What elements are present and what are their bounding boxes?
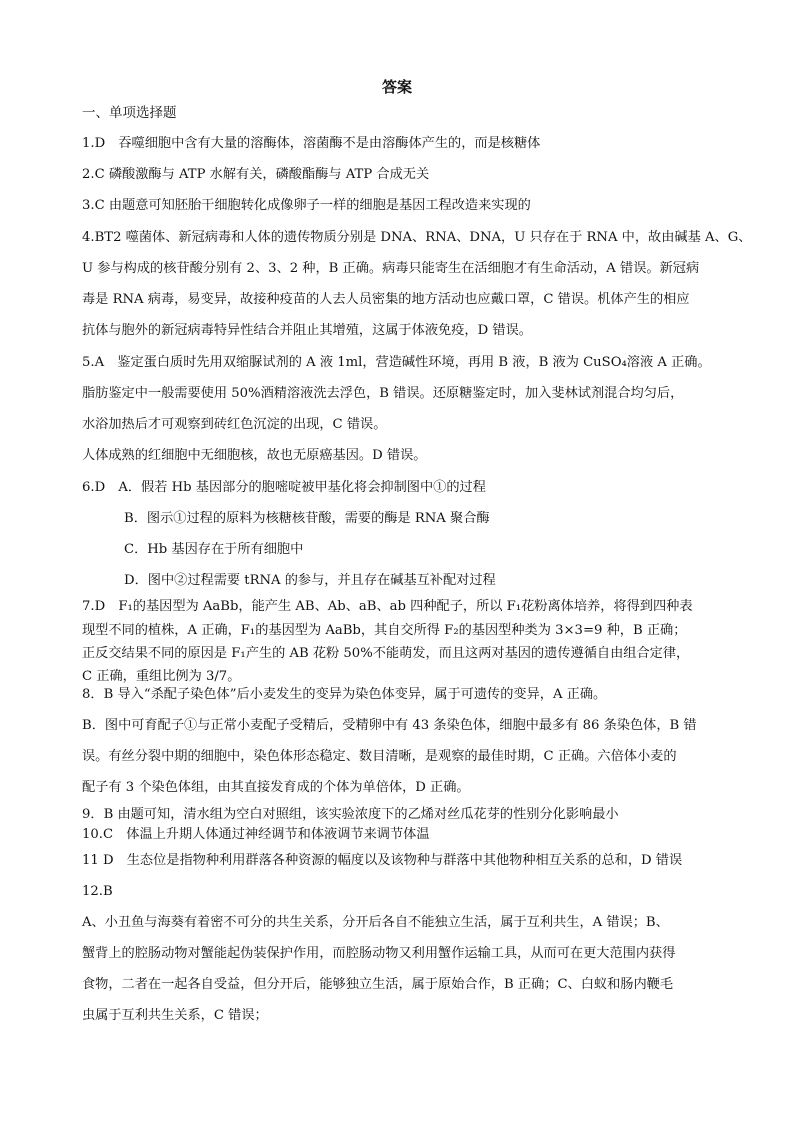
answer-line: 食物，二者在一起各自受益，但分开后，能够独立生活，属于原始合作，B 正确；C、白蚁和肠内鞭毛 (82, 977, 674, 992)
answer-line: 正反交结果不同的原因是 F₁产生的 AB 花粉 50%不能萌发，而且这两对基因的遗传遵循自由组合定律， (82, 646, 690, 661)
answer-line: 抗体与胞外的新冠病毒特异性结合并阻止其增殖，这属于体液免疫，D 错误。 (82, 323, 532, 338)
answer-line: 8．B 导入“杀配子染色体”后小麦发生的变异为染色体变异，属于可遗传的变异，A 正确。 (82, 687, 607, 702)
answer-line: 误。有丝分裂中期的细胞中，染色体形态稳定、数目清晰，是观察的最佳时期，C 正确。六倍体小麦的 (82, 749, 677, 764)
section-heading: 一、单项选择题 (82, 105, 177, 121)
answer-line: 4.BT2 噬菌体、新冠病毒和人体的遗传物质分别是 DNA、RNA、DNA，U 只存在于 RNA 中，故由碱基 A、G、 (82, 230, 752, 245)
answer-line: C 正确，重组比例为 3/7。 (82, 669, 241, 684)
answer-line: 配子有 3 个染色体组，由其直接发育成的个体为单倍体，D 正确。 (82, 780, 470, 795)
answer-line: 7.D F₁的基因型为 AaBb，能产生 AB、Ab、aB、ab 四种配子，所以 F₁花粉离体培养，将得到四种表 (82, 599, 693, 614)
answer-line: 12.B (82, 884, 113, 899)
answer-line: 1.D 吞噬细胞中含有大量的溶酶体，溶菌酶不是由溶酶体产生的，而是核糖体 (82, 136, 541, 151)
answer-line: A、小丑鱼与海葵有着密不可分的共生关系，分开后各自不能独立生活，属于互利共生，A 错误；B、 (82, 915, 669, 930)
answer-line: U 参与构成的核苷酸分别有 2、3、2 种，B 正确。病毒只能寄生在活细胞才有生命活动，A 错误。新冠病 (82, 261, 700, 276)
answer-line: 10.C 体温上升期人体通过神经调节和体液调节来调节体温 (82, 827, 430, 842)
answer-line: 脂肪鉴定中一般需要使用 50%酒精溶液洗去浮色，B 错误。还原糖鉴定时，加入斐林试剂混合均匀后， (82, 386, 684, 401)
answer-line: 蟹背上的腔肠动物对蟹能起伪装保护作用，而腔肠动物又利用蟹作运输工具，从而可在更大范围内获得 (82, 946, 676, 961)
answer-line: 6.D A．假若 Hb 基因部分的胞嘧啶被甲基化将会抑制图中①的过程 (82, 480, 486, 495)
page-title: 答案 (381, 78, 412, 96)
answer-line: 水浴加热后才可观察到砖红色沉淀的出现，C 错误。 (82, 417, 387, 432)
answer-option: B．图示①过程的原料为核糖核苷酸，需要的酶是 RNA 聚合酶 (124, 511, 490, 526)
answer-line: 2.C 磷酸激酶与 ATP 水解有关，磷酸酯酶与 ATP 合成无关 (82, 167, 430, 182)
answer-line: 虫属于互利共生关系，C 错误； (82, 1008, 268, 1023)
answer-option: D．图中②过程需要 tRNA 的参与，并且存在碱基互补配对过程 (124, 573, 496, 588)
answer-line: 人体成熟的红细胞中无细胞核，故也无原癌基因。D 错误。 (82, 448, 427, 463)
answer-line: 9．B 由题可知，清水组为空白对照组，该实验浓度下的乙烯对丝瓜花芽的性别分化影响最小 (82, 807, 619, 822)
answer-line: 现型不同的植株，A 正确，F₁的基因型为 AaBb，其自交所得 F₂的基因型种类为 3×3=9 种，B 正确； (82, 623, 687, 638)
answer-line: 5.A 鉴定蛋白质时先用双缩脲试剂的 A 液 1ml，营造碱性环境，再用 B 液，B 液为 CuSO₄溶液 A 正确。 (82, 355, 711, 370)
answer-option: C．Hb 基因存在于所有细胞中 (124, 542, 304, 557)
answer-line: 3.C 由题意可知胚胎干细胞转化成像卵子一样的细胞是基因工程改造来实现的 (82, 198, 531, 213)
answer-line: B．图中可育配子①与正常小麦配子受精后，受精卵中有 43 条染色体，细胞中最多有 86 条染色体，B 错 (82, 718, 697, 733)
answer-line: 毒是 RNA 病毒，易变异，故接种疫苗的人去人员密集的地方活动也应戴口罩，C 错误。机体产生的相应 (82, 292, 690, 307)
answer-line: 11 D 生态位是指物种利用群落各种资源的幅度以及该物种与群落中其他物种相互关系的总和，D 错误 (82, 853, 683, 868)
